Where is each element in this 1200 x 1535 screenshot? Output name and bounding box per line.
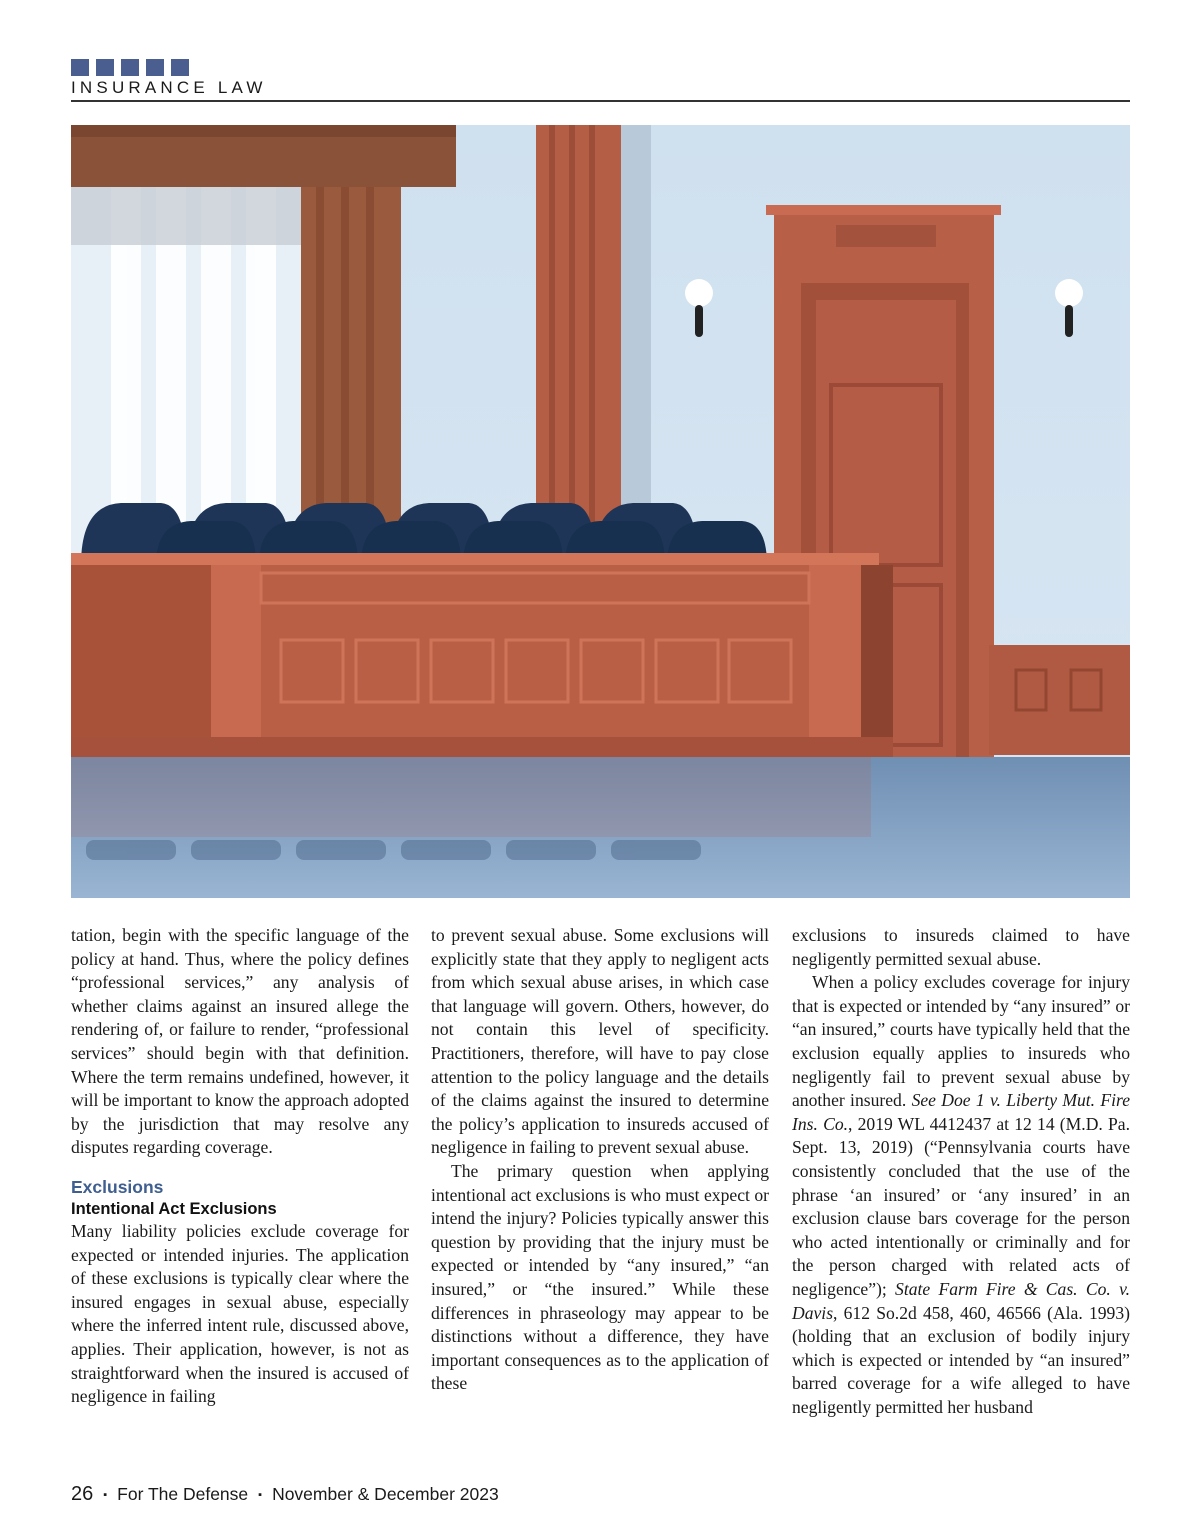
paragraph: exclusions to insureds claimed to have negligently permitted sexual abuse. [792, 925, 1130, 969]
paragraph: tation, begin with the specific language of the policy at hand. Thus, where the policy defines “professional services,” any analysis of whether claims against an insured allege the rendering of, or failure to render, “professional services” should begin with that definition. Where the term remains undefined, however, it will be important to know the approach adopted by the jurisdiction that may resolve any disputes regarding coverage. [71, 925, 409, 1158]
section-marker-squares [71, 59, 189, 76]
text-column-3 [792, 924, 1130, 1419]
case-citation: See Doe 1 v. Liberty Mut. Fire Ins. Co. [792, 1090, 1131, 1134]
marker-square [96, 59, 114, 76]
footer-separator: ▪ [103, 1488, 108, 1501]
section-label: INSURANCE LAW [71, 78, 267, 97]
subsection-heading: Intentional Act Exclusions [71, 1199, 277, 1218]
paragraph: The primary question when applying intentional act exclusions is who must expect or intend the injury? Policies typically answer this question by providing that the injury must be expected or intended by “any insured,” “an insured,” or “the insured.” While these differences in phraseology may appear to be distinctions without a difference, they have important consequences as to the application of these [431, 1160, 769, 1394]
paragraph: to prevent sexual abuse. Some exclusions will explicitly state that they apply to negligent acts from which sexual abuse arises, in which case that language will govern. Others, however, do not contain this level of specificity. Practitioners, therefore, will have to pay close attention to the policy language and the details of the claims against the insured to determine the policy’s application to insureds accused of negligence in failing to prevent sexual abuse. [431, 925, 769, 1158]
text-run: , 2019 WL 4412437 at 12 14 (M.D. Pa. Sept. 13, 2019) (“Pennsylvania courts have consistently concluded that the use of the phrase ‘an insured’ or ‘any insured’ in an exclusion clause bars coverage for the person who acted intentionally or criminally and for the person charged with related acts of negligence”); [792, 1113, 1130, 1299]
text-column-1 [71, 924, 409, 1409]
header-rule [71, 100, 1130, 102]
text-column-2 [431, 924, 769, 1396]
text-run: When a policy excludes coverage for injury that is expected or intended by “any insured” or “an insured,” courts have typically held that the exclusion equally applies to insureds who negligently fail to prevent sexual abuse by another insured. [792, 972, 1130, 1111]
paragraph: Many liability policies exclude coverage for expected or intended injuries. The application of these exclusions is typically clear where the insured engages in sexual abuse, especially where the inferred intent rule, discussed above, applies. Their application, however, is not as straightforward when the insured is accused of negligence in failing [71, 1220, 409, 1407]
paragraph-with-citations [792, 971, 1130, 1419]
page-footer [71, 1483, 499, 1506]
footer-separator: ▪ [258, 1488, 263, 1501]
section-heading: Exclusions [71, 1176, 164, 1197]
page-number: 26 [71, 1483, 94, 1505]
publication-name: For The Defense [117, 1484, 249, 1504]
courtroom-illustration [71, 125, 1130, 898]
marker-square [71, 59, 89, 76]
courtroom-jury-box-illustration [71, 125, 1130, 898]
marker-square [171, 59, 189, 76]
text-run: , 612 So.2d 458, 460, 46566 (Ala. 1993) (holding that an exclusion of bodily injury which is expected or intended by “an insured” barred coverage for a wife alleged to have negligently permitted her husband [792, 1302, 1130, 1417]
marker-square [121, 59, 139, 76]
issue-date: November & December 2023 [272, 1484, 499, 1504]
case-citation: State Farm Fire & Cas. Co. v. Davis [792, 1278, 1130, 1323]
marker-square [146, 59, 164, 76]
